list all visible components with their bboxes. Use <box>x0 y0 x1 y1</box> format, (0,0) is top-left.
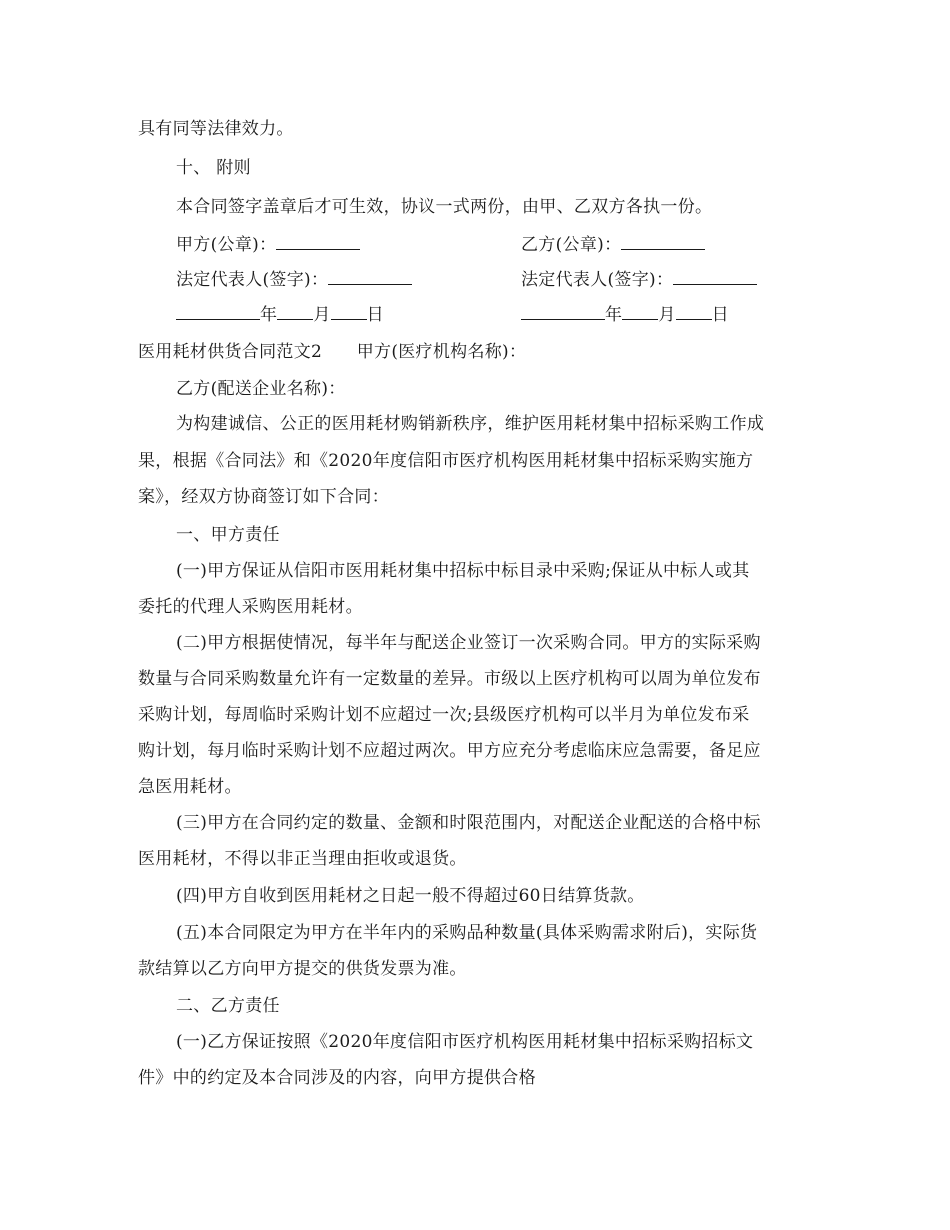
party-a-seal-label: 甲方(公章)： <box>176 235 277 255</box>
signature-blank <box>276 233 360 250</box>
text-line: 具有同等法律效力。 <box>138 119 294 139</box>
text-line: 案》，经双方协商签订如下合同： <box>138 487 389 507</box>
date-blank <box>176 303 260 320</box>
date-b-line <box>521 303 729 326</box>
rep-b-label: 法定代表人(签字)： <box>521 270 674 290</box>
text-line: 乙方(配送企业名称)： <box>176 379 346 399</box>
text-line: 件》中的约定及本合同涉及的内容，向甲方提供合格 <box>138 1068 536 1088</box>
date-blank <box>622 303 658 320</box>
rep-a-line <box>176 268 412 291</box>
day-label: 日 <box>366 305 384 325</box>
text-line: 果，根据《合同法》和《2020年度信阳市医疗机构医用耗材集中招标采购实施方 <box>138 451 754 471</box>
date-blank <box>676 303 712 320</box>
text-line: 委托的代理人采购医用耗材。 <box>138 597 363 617</box>
document-title-line: 医用耗材供货合同范文2 甲方(医疗机构名称)： <box>138 342 527 362</box>
text-line: 急医用耗材。 <box>138 777 242 797</box>
text-line: 款结算以乙方向甲方提交的供货发票为准。 <box>138 959 467 979</box>
rep-b-line <box>521 268 757 291</box>
text-line: (三)甲方在合同约定的数量、金额和时限范围内，对配送企业配送的合格中标 <box>176 813 761 833</box>
rep-a-label: 法定代表人(签字)： <box>176 270 329 290</box>
party-a-seal-line <box>176 233 360 256</box>
signature-blank <box>621 233 705 250</box>
section-heading: 一、甲方责任 <box>176 525 280 545</box>
signature-blank <box>673 268 757 285</box>
date-blank <box>331 303 367 320</box>
text-line: 购计划，每月临时采购计划不应超过两次。甲方应充分考虑临床应急需要，备足应 <box>138 741 761 761</box>
party-b-seal-label: 乙方(公章)： <box>521 235 622 255</box>
text-line: (五)本合同限定为甲方在半年内的采购品种数量(具体采购需求附后)，实际货 <box>176 923 758 943</box>
signature-blank <box>328 268 412 285</box>
text-line: (四)甲方自收到医用耗材之日起一般不得超过60日结算货款。 <box>176 886 645 906</box>
month-label: 月 <box>313 305 331 325</box>
date-a-line <box>176 303 384 326</box>
year-label: 年 <box>605 305 623 325</box>
section-heading: 十、 附则 <box>176 158 251 178</box>
date-blank <box>521 303 605 320</box>
text-line: (二)甲方根据使情况，每半年与配送企业签订一次采购合同。甲方的实际采购 <box>176 633 761 653</box>
text-line: 医用耗材，不得以非正当理由拒收或退货。 <box>138 849 467 869</box>
date-blank <box>277 303 313 320</box>
month-label: 月 <box>658 305 676 325</box>
text-line: 为构建诚信、公正的医用耗材购销新秩序，维护医用耗材集中招标采购工作成 <box>176 414 765 434</box>
text-line: 数量与合同采购数量允许有一定数量的差异。市级以上医疗机构可以周为单位发布 <box>138 669 761 689</box>
year-label: 年 <box>260 305 278 325</box>
party-b-seal-line <box>521 233 705 256</box>
day-label: 日 <box>711 305 729 325</box>
text-line: (一)甲方保证从信阳市医用耗材集中招标中标目录中采购;保证从中标人或其 <box>176 561 750 581</box>
section-heading: 二、乙方责任 <box>176 996 280 1016</box>
text-line: 采购计划，每周临时采购计划不应超过一次;县级医疗机构可以半月为单位发布采 <box>138 705 750 725</box>
text-line: 本合同签字盖章后才可生效，协议一式两份，由甲、乙双方各执一份。 <box>176 197 713 217</box>
text-line: (一)乙方保证按照《2020年度信阳市医疗机构医用耗材集中招标采购招标文 <box>176 1032 754 1052</box>
